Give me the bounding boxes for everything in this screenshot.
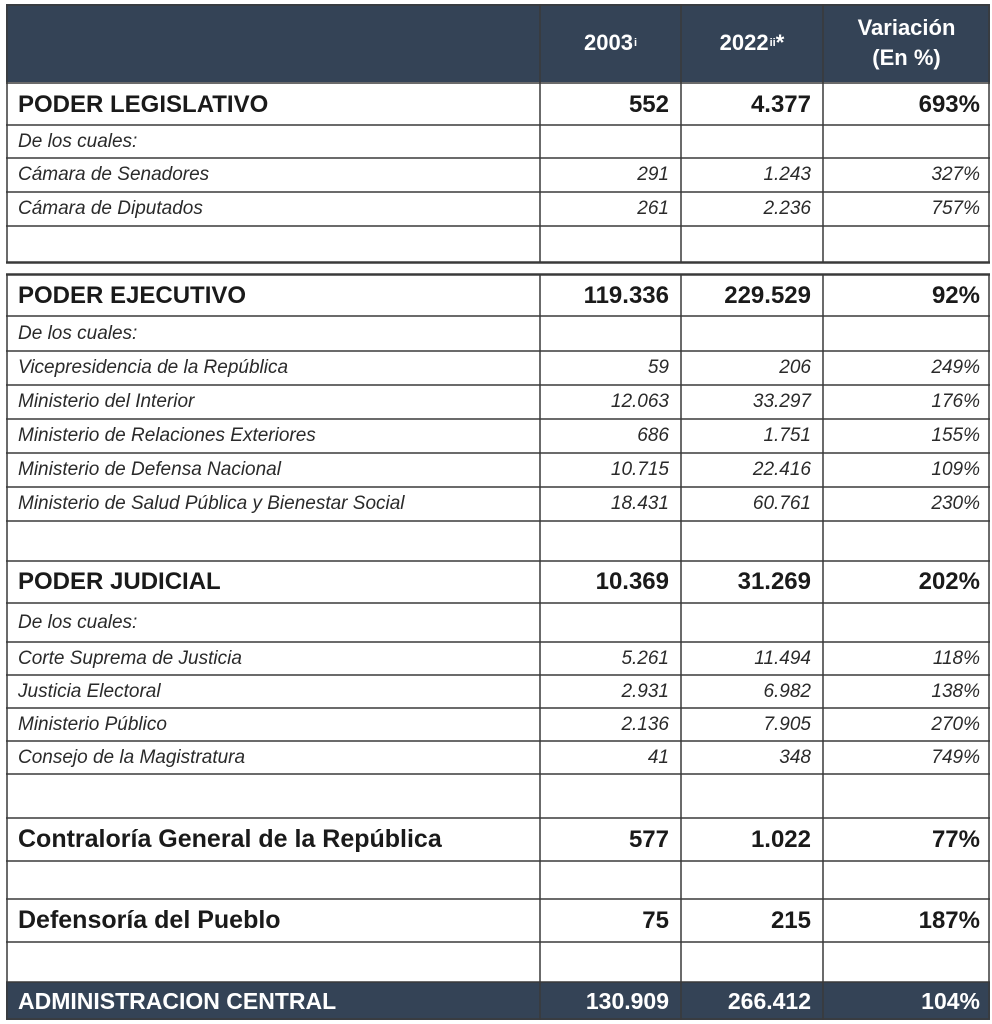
value-2022: 4.377 <box>750 90 811 118</box>
row-label: Justicia Electoral <box>18 680 161 702</box>
subheading-label: De los cuales: <box>18 611 138 633</box>
value-2022: 7.905 <box>763 713 811 735</box>
value-variation: 92% <box>931 281 980 309</box>
section-title: PODER LEGISLATIVO <box>18 90 269 118</box>
value-2022: 215 <box>770 906 811 934</box>
value-2022: 348 <box>779 746 811 768</box>
value-variation: 118% <box>932 647 980 669</box>
subheading-label: De los cuales: <box>18 130 138 152</box>
value-variation: 104% <box>921 987 980 1014</box>
value-variation: 155% <box>931 425 980 446</box>
value-2003: 686 <box>637 425 669 446</box>
value-2003: 119.336 <box>583 281 669 309</box>
value-2022: 1.243 <box>763 164 811 185</box>
value-2003: 291 <box>637 164 669 185</box>
value-2022: 1.751 <box>763 425 811 446</box>
value-2003: 18.431 <box>610 493 669 514</box>
value-variation: 176% <box>931 391 980 412</box>
row-label: Corte Suprema de Justicia <box>18 647 242 669</box>
total-title: ADMINISTRACION CENTRAL <box>18 987 337 1014</box>
value-variation: 109% <box>931 459 980 480</box>
value-2022: 2.236 <box>763 198 811 219</box>
value-2003: 261 <box>637 198 669 219</box>
row-label: Ministerio Público <box>18 713 167 735</box>
value-variation: 693% <box>918 90 980 118</box>
section-title: PODER JUDICIAL <box>18 568 221 595</box>
value-2003: 10.369 <box>595 568 669 595</box>
value-variation: 138% <box>931 680 980 702</box>
section-title: PODER EJECUTIVO <box>18 281 247 309</box>
value-2003: 2.931 <box>621 680 669 702</box>
value-2022: 266.412 <box>727 987 811 1014</box>
row-label: Cámara de Diputados <box>18 198 203 219</box>
value-2022: 31.269 <box>737 568 811 595</box>
value-variation: 202% <box>918 568 980 595</box>
row-label: Cámara de Senadores <box>18 164 210 185</box>
value-2003: 75 <box>642 906 669 934</box>
header-2003: 2003 i <box>583 30 637 55</box>
row-label: Ministerio de Relaciones Exteriores <box>18 425 316 446</box>
table-gridlines <box>6 4 990 1020</box>
employees-table <box>6 4 990 1020</box>
value-2022: 1.022 <box>750 825 811 853</box>
value-2003: 577 <box>628 825 669 853</box>
value-2022: 33.297 <box>752 391 811 412</box>
header-2022: 2022 ii * <box>719 30 785 55</box>
value-variation: 77% <box>931 825 980 853</box>
value-2003: 41 <box>647 746 669 768</box>
value-variation: 230% <box>931 493 980 514</box>
value-2022: 206 <box>779 357 811 378</box>
value-2022: 60.761 <box>752 493 811 514</box>
value-2022: 11.494 <box>754 647 811 669</box>
value-variation: 187% <box>918 906 980 934</box>
row-label: Ministerio de Salud Pública y Bienestar Social <box>18 493 405 514</box>
value-2022: 229.529 <box>724 281 811 309</box>
value-2022: 22.416 <box>752 459 811 480</box>
value-variation: 757% <box>931 198 980 219</box>
header-variation: Variación (En %) <box>857 15 956 70</box>
row-label: Vicepresidencia de la República <box>18 357 289 378</box>
value-2003: 12.063 <box>610 391 669 412</box>
value-2003: 552 <box>628 90 669 118</box>
value-variation: 327% <box>931 164 980 185</box>
value-2003: 2.136 <box>621 713 669 735</box>
value-variation: 270% <box>931 713 980 735</box>
subheading-label: De los cuales: <box>18 322 138 344</box>
value-2003: 5.261 <box>621 647 669 669</box>
value-variation: 749% <box>931 746 980 768</box>
value-2003: 130.909 <box>585 987 669 1014</box>
value-2022: 6.982 <box>763 680 811 702</box>
value-2003: 59 <box>647 357 669 378</box>
row-label: Ministerio del Interior <box>18 391 195 412</box>
value-2003: 10.715 <box>610 459 669 480</box>
row-title: Defensoría del Pueblo <box>18 906 281 934</box>
row-label: Consejo de la Magistratura <box>18 746 246 768</box>
row-label: Ministerio de Defensa Nacional <box>18 459 281 480</box>
value-variation: 249% <box>931 357 980 378</box>
row-title: Contraloría General de la República <box>18 825 442 853</box>
